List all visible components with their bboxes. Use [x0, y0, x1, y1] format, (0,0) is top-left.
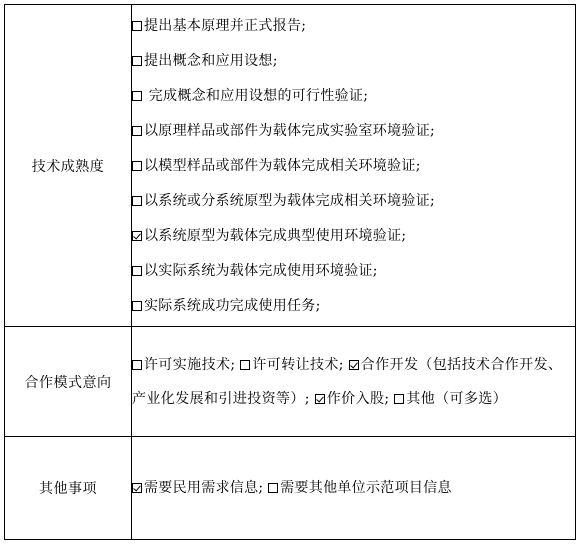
checkbox-icon[interactable] [132, 126, 142, 136]
option-item [315, 391, 390, 407]
checkbox-icon[interactable] [240, 360, 250, 370]
option-item [132, 289, 575, 324]
option-label: 其他（可多选） [406, 390, 508, 407]
other-matters-options [132, 437, 576, 540]
table-row-cooperation-mode [5, 327, 576, 437]
checkbox-icon[interactable] [132, 161, 142, 171]
checkbox-icon[interactable] [349, 360, 359, 370]
info-table [4, 4, 576, 540]
option-label: 以原理样品或部件为载体完成实验室环境验证; [144, 123, 436, 139]
checkbox-icon[interactable] [132, 360, 142, 370]
option-label: 以模型样品或部件为载体完成相关环境验证; [144, 158, 421, 174]
checkbox-icon[interactable] [132, 196, 142, 206]
row-label-cooperation-mode: 合作模式意向 [5, 327, 132, 437]
checkbox-icon[interactable] [268, 483, 278, 493]
option-item [132, 114, 575, 149]
checkbox-icon[interactable] [132, 266, 142, 276]
option-label: 合作开发（包括技术合作开发、产业化发展和引进投资等）; [132, 356, 563, 407]
option-item [132, 79, 575, 114]
option-item [394, 391, 507, 407]
tech-maturity-options [132, 5, 576, 327]
option-label: 实际系统成功完成使用任务; [144, 298, 321, 314]
option-item [132, 219, 575, 254]
checkbox-icon[interactable] [132, 21, 142, 31]
row-label-tech-maturity: 技术成熟度 [5, 5, 132, 327]
checkbox-icon[interactable] [132, 91, 142, 101]
option-label: 许可实施技术; [144, 356, 236, 373]
option-item [132, 254, 575, 289]
option-item [132, 44, 575, 79]
table-row-other-matters [5, 437, 576, 540]
option-label: 以系统原型为载体完成典型使用环境验证; [144, 228, 407, 244]
checkbox-icon[interactable] [315, 394, 325, 404]
option-label: 需要民用需求信息; [144, 480, 264, 496]
checkbox-icon[interactable] [132, 301, 142, 311]
option-label: 以系统或分系统原型为载体完成相关环境验证; [144, 193, 436, 209]
checkbox-icon[interactable] [132, 56, 142, 66]
checkbox-icon[interactable] [132, 231, 142, 241]
option-item [240, 357, 344, 373]
cooperation-options-paragraph [132, 348, 575, 416]
cooperation-mode-options [132, 327, 576, 437]
option-item [132, 9, 575, 44]
checkbox-icon[interactable] [132, 483, 142, 493]
option-label: 提出基本原理并正式报告; [144, 18, 307, 34]
option-label: 作价入股; [326, 390, 390, 407]
option-item [132, 357, 236, 373]
option-label: 需要其他单位示范项目信息 [280, 480, 452, 496]
option-label: 许可转让技术; [252, 356, 344, 373]
option-line [132, 479, 575, 497]
option-label: 提出概念和应用设想; [144, 53, 278, 69]
option-item [132, 184, 575, 219]
option-item [132, 149, 575, 184]
option-item [268, 480, 452, 496]
table-row-tech-maturity [5, 5, 576, 327]
option-label: 以实际系统为载体完成使用环境验证; [144, 263, 378, 279]
checkbox-icon[interactable] [394, 394, 404, 404]
option-label: 完成概念和应用设想的可行性验证; [144, 88, 369, 104]
row-label-other-matters: 其他事项 [5, 437, 132, 540]
option-item [132, 480, 263, 496]
